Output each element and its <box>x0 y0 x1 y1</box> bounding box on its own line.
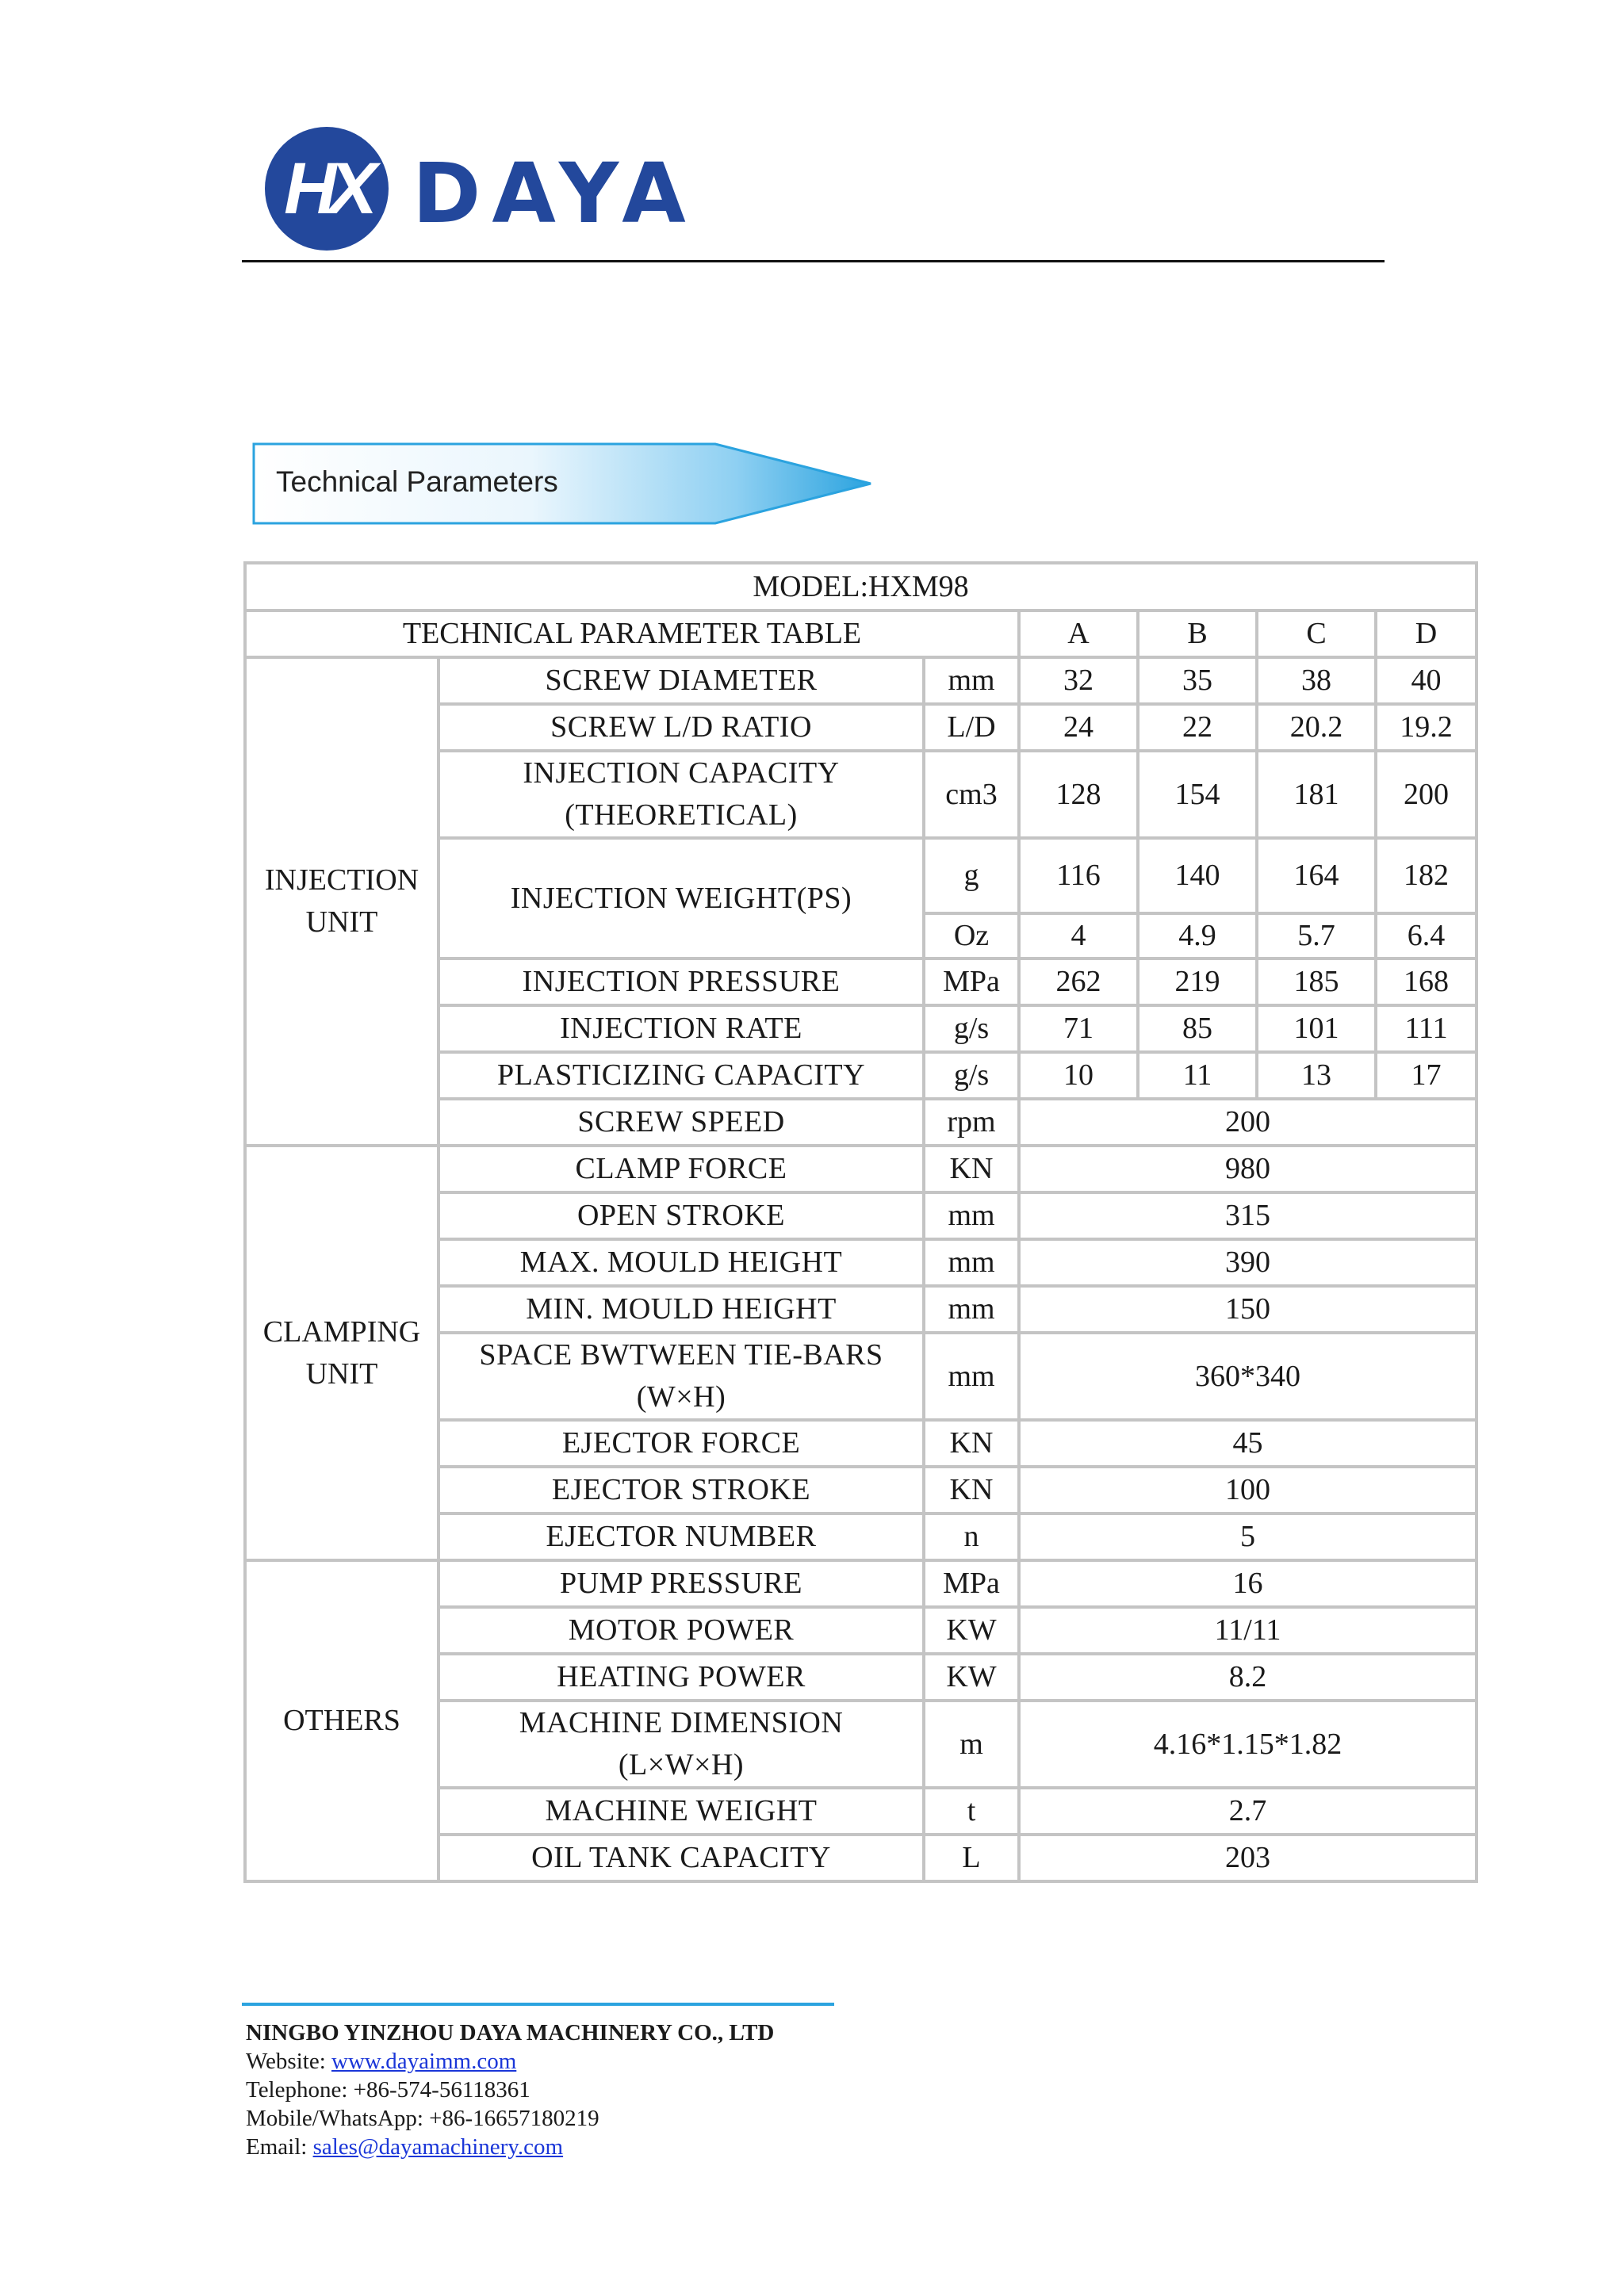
footer-contact <box>246 2019 774 2161</box>
value-b: 85 <box>1138 1005 1257 1052</box>
param-unit: KW <box>924 1607 1019 1654</box>
value-a: 32 <box>1019 657 1138 704</box>
param-unit: MPa <box>924 959 1019 1005</box>
table-title-cell: TECHNICAL PARAMETER TABLE <box>245 610 1019 657</box>
value-b: 154 <box>1138 751 1257 838</box>
param-value: 16 <box>1019 1560 1477 1607</box>
param-unit: KN <box>924 1146 1019 1192</box>
param-label <box>439 1701 924 1788</box>
value-b: 219 <box>1138 959 1257 1005</box>
mobile-line: Mobile/WhatsApp: +86-16657180219 <box>246 2106 599 2131</box>
param-label: INJECTION PRESSURE <box>439 959 924 1005</box>
value-c: 38 <box>1257 657 1376 704</box>
company-name: NINGBO YINZHOU DAYA MACHINERY CO., LTD <box>246 2020 775 2045</box>
param-value: 100 <box>1019 1467 1477 1513</box>
model-cell: MODEL:HXM98 <box>245 563 1477 610</box>
param-label-line1: SPACE BWTWEEN TIE-BARS <box>479 1338 883 1372</box>
value-b: 11 <box>1138 1052 1257 1099</box>
value-c: 164 <box>1257 838 1376 913</box>
param-unit: g/s <box>924 1052 1019 1099</box>
section-banner <box>252 442 874 525</box>
website-link[interactable]: www.dayaimm.com <box>331 2049 517 2074</box>
value-c: 185 <box>1257 959 1376 1005</box>
param-unit: mm <box>924 1333 1019 1420</box>
group-label-injection-unit <box>245 657 439 1146</box>
footer-divider <box>242 2003 834 2006</box>
param-unit: KN <box>924 1467 1019 1513</box>
param-unit: t <box>924 1788 1019 1835</box>
param-unit: mm <box>924 1192 1019 1239</box>
param-label: OIL TANK CAPACITY <box>439 1835 924 1881</box>
param-unit: g/s <box>924 1005 1019 1052</box>
param-value: 360*340 <box>1019 1333 1477 1420</box>
value-d: 111 <box>1376 1005 1477 1052</box>
param-unit: mm <box>924 1239 1019 1286</box>
value-c: 101 <box>1257 1005 1376 1052</box>
group-label-injection-unit-line2: UNIT <box>305 905 378 939</box>
param-label <box>439 751 924 838</box>
param-label: INJECTION WEIGHT(PS) <box>439 838 924 959</box>
email-line <box>246 2133 774 2161</box>
param-label: MIN. MOULD HEIGHT <box>439 1286 924 1333</box>
value-a: 262 <box>1019 959 1138 1005</box>
column-header-d: D <box>1376 610 1477 657</box>
param-label-line1: MACHINE DIMENSION <box>519 1706 844 1739</box>
param-unit: m <box>924 1701 1019 1788</box>
param-label-line2: (L×W×H) <box>618 1748 745 1781</box>
param-label: MAX. MOULD HEIGHT <box>439 1239 924 1286</box>
param-value: 11/11 <box>1019 1607 1477 1654</box>
value-b: 140 <box>1138 838 1257 913</box>
param-unit: cm3 <box>924 751 1019 838</box>
param-value: 150 <box>1019 1286 1477 1333</box>
param-label: MACHINE WEIGHT <box>439 1788 924 1835</box>
param-unit: Oz <box>924 913 1019 959</box>
value-b: 35 <box>1138 657 1257 704</box>
value-c: 13 <box>1257 1052 1376 1099</box>
param-value: 2.7 <box>1019 1788 1477 1835</box>
param-label: EJECTOR FORCE <box>439 1420 924 1467</box>
param-value: 980 <box>1019 1146 1477 1192</box>
group-label-clamping-unit-line1: CLAMPING <box>262 1314 421 1349</box>
value-c: 20.2 <box>1257 704 1376 751</box>
value-d: 40 <box>1376 657 1477 704</box>
value-a: 128 <box>1019 751 1138 838</box>
table-row-clamp-force <box>245 1146 1477 1192</box>
param-value: 390 <box>1019 1239 1477 1286</box>
param-value: 5 <box>1019 1513 1477 1560</box>
column-header-b: B <box>1138 610 1257 657</box>
param-label: EJECTOR NUMBER <box>439 1513 924 1560</box>
param-label: PUMP PRESSURE <box>439 1560 924 1607</box>
telephone-line: Telephone: +86-574-56118361 <box>246 2077 530 2103</box>
param-unit: KW <box>924 1654 1019 1701</box>
website-line <box>246 2047 774 2076</box>
group-label-clamping-unit-line2: UNIT <box>305 1357 378 1391</box>
value-d: 182 <box>1376 838 1477 913</box>
param-label: PLASTICIZING CAPACITY <box>439 1052 924 1099</box>
param-label: HEATING POWER <box>439 1654 924 1701</box>
param-unit: mm <box>924 657 1019 704</box>
param-label: OPEN STROKE <box>439 1192 924 1239</box>
value-d: 6.4 <box>1376 913 1477 959</box>
param-value: 45 <box>1019 1420 1477 1467</box>
value-a: 10 <box>1019 1052 1138 1099</box>
value-b: 22 <box>1138 704 1257 751</box>
param-label: CLAMP FORCE <box>439 1146 924 1192</box>
param-unit: n <box>924 1513 1019 1560</box>
param-label <box>439 1333 924 1420</box>
param-label: SCREW SPEED <box>439 1099 924 1146</box>
website-label: Website: <box>246 2049 331 2074</box>
table-row-header <box>245 610 1477 657</box>
param-unit: MPa <box>924 1560 1019 1607</box>
param-value: 203 <box>1019 1835 1477 1881</box>
table-row-model <box>245 563 1477 610</box>
param-unit: g <box>924 838 1019 913</box>
company-logo <box>265 127 709 258</box>
email-label: Email: <box>246 2134 313 2160</box>
param-unit: KN <box>924 1420 1019 1467</box>
param-label: SCREW DIAMETER <box>439 657 924 704</box>
banner-title: Technical Parameters <box>276 465 558 498</box>
value-d: 168 <box>1376 959 1477 1005</box>
value-a: 4 <box>1019 913 1138 959</box>
value-d: 200 <box>1376 751 1477 838</box>
param-label: SCREW L/D RATIO <box>439 704 924 751</box>
group-label-clamping-unit <box>245 1146 439 1560</box>
param-label-line2: (W×H) <box>636 1380 726 1414</box>
email-link[interactable]: sales@dayamachinery.com <box>312 2134 564 2160</box>
param-label: EJECTOR STROKE <box>439 1467 924 1513</box>
value-d: 17 <box>1376 1052 1477 1099</box>
param-value: 315 <box>1019 1192 1477 1239</box>
param-label: INJECTION RATE <box>439 1005 924 1052</box>
param-value: 8.2 <box>1019 1654 1477 1701</box>
param-unit: L <box>924 1835 1019 1881</box>
column-header-a: A <box>1019 610 1138 657</box>
value-c: 5.7 <box>1257 913 1376 959</box>
value-a: 116 <box>1019 838 1138 913</box>
value-a: 71 <box>1019 1005 1138 1052</box>
param-label-line2: (THEORETICAL) <box>565 798 798 832</box>
param-unit: mm <box>924 1286 1019 1333</box>
table-row-pump-pressure <box>245 1560 1477 1607</box>
logo-wordmark: DAYA <box>412 145 697 242</box>
param-value: 200 <box>1019 1099 1477 1146</box>
group-label-others: OTHERS <box>245 1560 439 1881</box>
value-c: 181 <box>1257 751 1376 838</box>
param-unit: L/D <box>924 704 1019 751</box>
value-a: 24 <box>1019 704 1138 751</box>
technical-parameters-table <box>243 561 1478 1883</box>
value-d: 19.2 <box>1376 704 1477 751</box>
param-value: 4.16*1.15*1.82 <box>1019 1701 1477 1788</box>
value-b: 4.9 <box>1138 913 1257 959</box>
group-label-injection-unit-line1: INJECTION <box>264 863 419 897</box>
param-label: MOTOR POWER <box>439 1607 924 1654</box>
param-unit: rpm <box>924 1099 1019 1146</box>
header-divider <box>242 260 1385 262</box>
table-row-screw-diameter <box>245 657 1477 704</box>
column-header-c: C <box>1257 610 1376 657</box>
logo-monogram: HX <box>284 148 370 229</box>
param-label-line1: INJECTION CAPACITY <box>523 756 840 790</box>
